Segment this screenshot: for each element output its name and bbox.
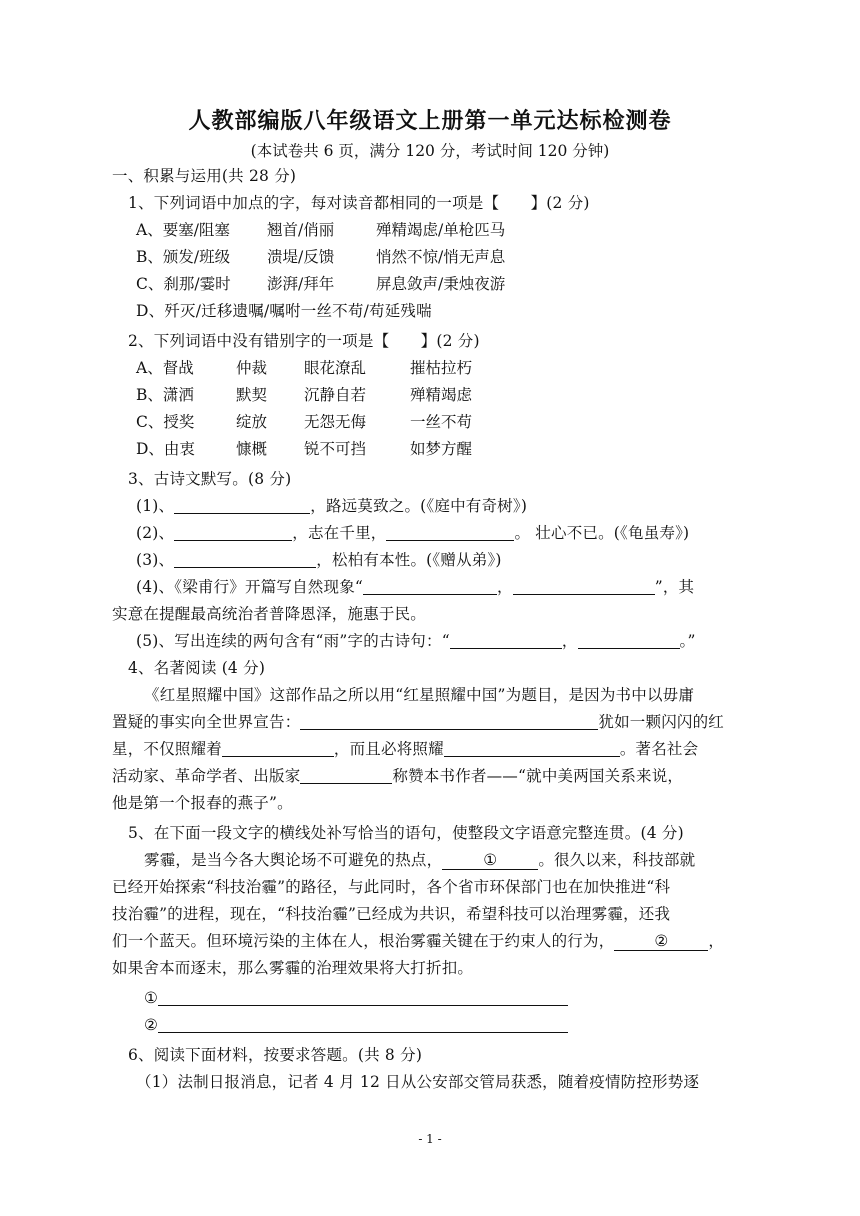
- q2-a-4: 摧枯拉朽: [410, 359, 473, 377]
- q4-para-5: 他是第一个报春的燕子”。: [112, 794, 293, 812]
- page-subtitle: (本试卷共 6 页，满分 120 分，考试时间 120 分钟): [250, 142, 610, 160]
- q2-b-4: 殚精竭虑: [410, 386, 473, 404]
- q6-stem: 6、阅读下面材料，按要求答题。(共 8 分): [128, 1046, 423, 1064]
- q4-blank-1[interactable]: [300, 713, 598, 730]
- q3-5-text-a: (5)、写出连续的两句含有“雨”字的古诗句：“: [136, 632, 450, 650]
- q1-c-1: C、刹那/霎时: [136, 275, 231, 293]
- q1-b-3: 悄然不惊/悄无声息: [376, 248, 506, 266]
- q3-3-text: ，松柏有本性。(《赠从弟》): [316, 551, 502, 569]
- q6-para-1: （1）法制日报消息，记者 4 月 12 日从公安部交管局获悉，随着疫情防控形势逐: [136, 1073, 700, 1091]
- q2-b-1: B、潇洒: [136, 386, 194, 404]
- q5-answer-1: [144, 988, 568, 1008]
- q4-blank-4[interactable]: [300, 767, 392, 784]
- page-title: 人教部编版八年级语文上册第一单元达标检测卷: [188, 108, 672, 134]
- q2-a-1: A、督战: [136, 359, 194, 377]
- q1-a-1: A、要塞/阻塞: [136, 221, 230, 239]
- q5-blank-1[interactable]: ①: [442, 851, 538, 870]
- q1-c-2: 澎湃/拜年: [267, 275, 335, 293]
- q4-3-text-c: 。著名社会: [619, 740, 699, 758]
- q4-para-2: [112, 712, 724, 732]
- q3-line-4: [136, 577, 694, 597]
- q3-3-blank[interactable]: [174, 551, 316, 568]
- q4-4-text-a: 活动家、革命学者、出版家: [112, 767, 301, 785]
- q2-b-3: 沉静自若: [304, 386, 367, 404]
- q2-d-1: D、由衷: [136, 440, 195, 458]
- q3-line-3: [136, 550, 502, 570]
- q2-d-4: 如梦方醒: [410, 440, 473, 458]
- q2-c-3: 无怨无侮: [304, 413, 367, 431]
- q5-para-3: 技治霾”的进程，现在，“科技治霾”已经成为共识，希望科技可以治理雾霾，还我: [112, 905, 671, 923]
- q4-para-1: 《红星照耀中国》这部作品之所以用“红星照耀中国”为题目，是因为书中以毋庸: [144, 686, 695, 704]
- q3-1-label: (1)、: [136, 497, 175, 515]
- q2-d-3: 锐不可挡: [304, 440, 367, 458]
- q5-para-2: 已经开始探索“科技治霾”的路径，与此同时，各个省市环保部门也在加快推进“科: [112, 878, 671, 896]
- q3-4-text-b: ”，其: [654, 578, 695, 596]
- q3-line-2: [136, 523, 689, 543]
- q2-a-3: 眼花潦乱: [304, 359, 367, 377]
- q5-answer-1-label: ①: [144, 989, 159, 1007]
- q1-c-3: 屏息敛声/秉烛夜游: [376, 275, 506, 293]
- q5-answer-2-line[interactable]: [158, 1016, 568, 1033]
- q3-1-blank[interactable]: [174, 497, 310, 514]
- q3-2-blank-a[interactable]: [174, 524, 292, 541]
- q2-b-2: 默契: [236, 386, 268, 404]
- q3-1-text: ，路远莫致之。(《庭中有奇树》): [310, 497, 528, 515]
- q4-2-text-a: 置疑的事实向全世界宣告：: [112, 713, 301, 731]
- q5-para-1: [144, 850, 695, 870]
- q3-2-label: (2)、: [136, 524, 175, 542]
- q3-2-blank-b[interactable]: [386, 524, 514, 541]
- q3-line-1: [136, 496, 527, 516]
- q3-5-sep: ，: [561, 632, 578, 650]
- q1-a-2: 翘首/俏丽: [267, 221, 335, 239]
- q3-2-text-b: 。 壮心不已。(《龟虽寿》): [514, 524, 690, 542]
- q3-5-blank-b[interactable]: [578, 632, 680, 649]
- page-number: - 1 -: [418, 1132, 442, 1146]
- q5-stem: 5、在下面一段文字的横线处补写恰当的语句，使整段文字语意完整连贯。(4 分): [128, 824, 684, 842]
- q2-stem: 2、下列词语中没有错别字的一项是【 】(2 分): [128, 332, 480, 350]
- q5-blank-2[interactable]: ②: [614, 932, 708, 951]
- q5-answer-1-line[interactable]: [158, 989, 568, 1006]
- q3-4-blank-b[interactable]: [513, 578, 655, 595]
- q1-option-d: D、歼灭/迁移遗嘱/嘱咐一丝不苟/苟延残喘: [136, 302, 432, 320]
- q3-4-sep: ，: [497, 578, 513, 596]
- q3-stem: 3、古诗文默写。(8 分): [128, 470, 292, 488]
- q3-2-text-a: ，志在千里，: [292, 524, 387, 542]
- q3-5-blank-a[interactable]: [450, 632, 562, 649]
- q4-3-text-b: ，而且必将照耀: [333, 740, 444, 758]
- q4-4-text-b: 称赞本书作者——“就中美两国关系来说，: [392, 767, 684, 785]
- q3-line-4-cont: 实意在提醒最高统治者普降恩泽，施惠于民。: [112, 605, 427, 623]
- q5-answer-2: [144, 1015, 568, 1035]
- q4-3-text-a: 星，不仅照耀着: [112, 740, 222, 758]
- q1-b-2: 溃堤/反馈: [267, 248, 335, 266]
- q3-5-text-b: 。”: [679, 632, 696, 650]
- q1-b-1: B、颁发/班级: [136, 248, 231, 266]
- q5-4-text-b: ，: [708, 932, 725, 950]
- q3-4-text-a: (4)、《梁甫行》开篇写自然现象“: [136, 578, 364, 596]
- q5-para-5: 如果舍本而逐末，那么雾霾的治理效果将大打折扣。: [112, 959, 474, 977]
- q2-d-2: 慷概: [236, 440, 268, 458]
- q3-line-5: [136, 631, 696, 651]
- q2-c-2: 绽放: [236, 413, 268, 431]
- q5-1-text-a: 雾霾，是当今各大舆论场不可避免的热点，: [144, 851, 443, 869]
- q3-3-label: (3)、: [136, 551, 175, 569]
- q5-1-text-b: 。很久以来，科技部就: [538, 851, 696, 869]
- section-heading: 一、积累与运用(共 28 分): [112, 167, 297, 185]
- q5-answer-2-label: ②: [144, 1016, 159, 1034]
- q4-stem: 4、名著阅读 (4 分): [128, 659, 266, 677]
- q2-c-1: C、授奖: [136, 413, 195, 431]
- q4-blank-2[interactable]: [222, 740, 334, 757]
- q2-c-4: 一丝不苟: [410, 413, 473, 431]
- q4-para-4: [112, 766, 683, 786]
- q5-4-text-a: 们一个蓝天。但环境污染的主体在人，根治雾霾关键在于约束人的行为，: [112, 932, 615, 950]
- q3-4-blank-a[interactable]: [363, 578, 497, 595]
- q4-para-3: [112, 739, 698, 759]
- q5-para-4: [112, 931, 724, 951]
- q2-a-2: 仲裁: [236, 359, 268, 377]
- q4-2-text-b: 犹如一颗闪闪的红: [598, 713, 725, 731]
- q1-a-3: 殚精竭虑/单枪匹马: [376, 221, 506, 239]
- q1-stem: 1、下列词语中加点的字，每对读音都相同的一项是【 】(2 分): [128, 194, 590, 212]
- q4-blank-3[interactable]: [444, 740, 620, 757]
